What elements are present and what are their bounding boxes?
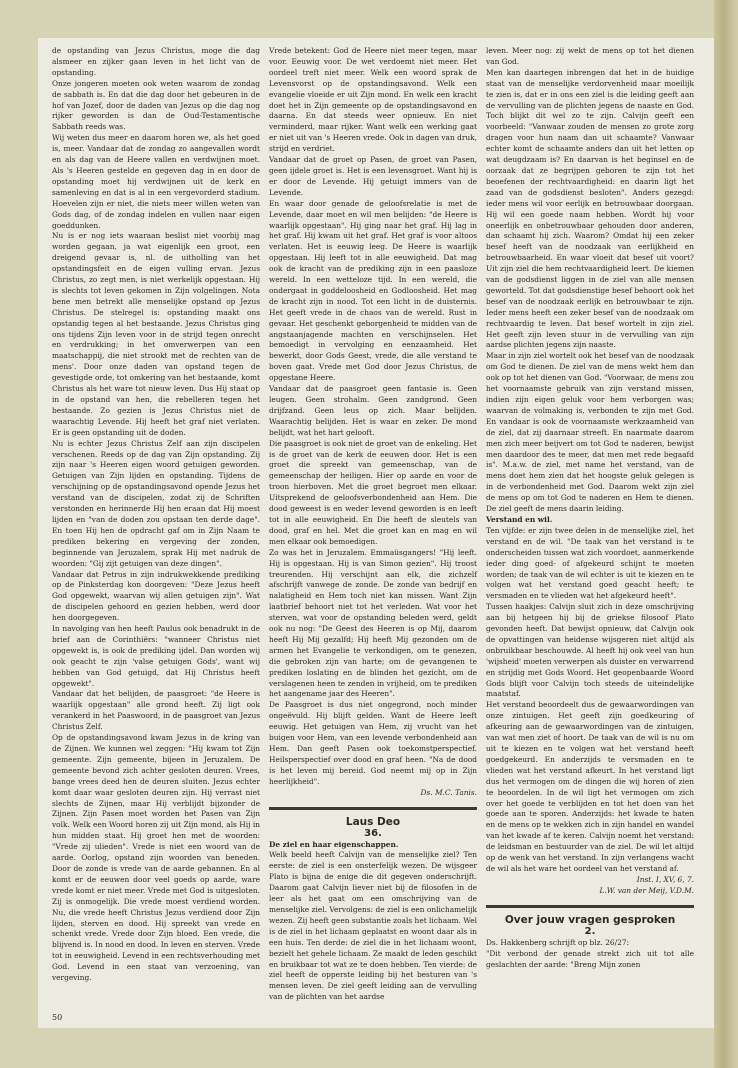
- paragraph: leven. Meer nog: zij wekt de mens op tot het dienen van God.: [486, 46, 694, 66]
- paragraph: Zo was het in Jeruzalem. Emmaüsgangers! "Hij leeft. Hij is opgestaan. Hij is van Simon gezien". Hij troost treurenden. Hij verschijnt aan elk, die zichzelf afschrijft vanwege de zonde. De zonde van bedrijf en nalatigheid en Hem toch niet kan missen. Want Zijn laatbrief behoort niet tot het verleden. Wat voor het sterven, wat voor de opstanding beleden werd, geldt ook nu nog: "De Geest des Heeren is op Mij, daarom heeft Hij Mij gezalfd; Hij heeft Mij gezonden om de armen het Evangelie te verkondigen, om te genezen, die gebroken zijn van harte; om de gevangenen te prediken loslating en de blinden het gezicht, om de verslagenen heen te zenden in vrijheid, om te prediken het aangename jaar des Heeren".: [269, 547, 477, 699]
- subheading: De ziel en haar eigenschappen.: [269, 839, 399, 849]
- paragraph: Op de opstandingsavond kwam Jezus in de kring van de Zijnen. We kunnen wel zeggen: "Hij kwam tot Zijn gemeente. Zijn gemeente, bijeen in Jeruzalem. De gemeente bevond zich achter gesloten deuren. Vrees, bange vrees deed hen de deuren sluiten. Jezus echter komt daar waar gesloten deuren zijn. Hij verrast niet slechts de Zijnen, maar Hij verblijdt bijzonder de Zijnen. Zijn Pasen moet worden het Pasen van Zijn volk. Welk een Woord horen zij uit Zijn mond, als Hij in hun midden staat. Hij groet hen met de woorden: "Vrede zij ulieden". Vrede is niet een woord van de aarde. Oorlog, opstand zijn woorden van beneden. Door de zonde is vrede van de aarde gebannen. En al komt er de eeuwen door veel goeds op aarde, ware vrede komt er niet meer. Vrede met God is uitgesloten. Zij is onmogelijk. Die vrede moest verdiend worden. Nu, die vrede heeft Christus Jezus verdiend door Zijn lijden, sterven en dood. Hij spreekt van vrede en schenkt vrede. Vrede door Zijn bloed. Een vrede, die blijvend is. In nood en dood. In leven en sterven. Vrede tot in eeuwigheid. Levend in een rechtsverhouding met God. Levend in een staat van verzoening, van vergeving.: [52, 733, 260, 983]
- paragraph: "Dit verbond der genade strekt zich uit tot alle geslachten der aarde: "Breng Mijn zonen: [486, 948, 694, 969]
- paragraph: Ten vijfde: er zijn twee delen in de menselijke ziel, het verstand en de wil. "De taak van het verstand is te onderscheiden tussen wat zich voordoet, aanmerkende ieder ding goed- of afgekeurd schijnt te moeten worden; de taak van de wil echter is uit te kiezen en te volgen wat het verstand goed geacht heeft; te versmaden en te vlieden wat het afgekeurd heeft".: [486, 525, 694, 601]
- paragraph: En waar door genade de geloofsrelatie is met de Levende, daar moet en wil men belijden: "de Heere is waarlijk opgestaan". Hij ging naar het graf. Hij lag in het graf. Hij kwam uit het graf. Het graf is voor altoos verlaten. Het is eeuwig leeg. De Heere is waarlijk opgestaan. Hij leeft tot in alle eeuwigheid. Dat mag ook de kracht van de prediking zijn in een paasloze wereld. In een wetteloze tijd. In een wereld, die ondergaat in goddeloosheid en Godloosheid. Het mag de kracht zijn in nood. Tot een licht in de duisternis. Het geeft vrede in de chaos van de wereld. Rust in gevaar. Het geschenkt geborgenheid te midden van de angstaanjagende machten en verschijnselen. Het bemoedigt in vervolging en eenzaamheid. Het bewerkt, door Gods Geest, vrede, die alle verstand te boven gaat. Vrede met God door Jezus Christus, de opgestane Heere.: [269, 198, 477, 383]
- paragraph: De Paasgroet is dus niet ongegrond, noch minder ongeëvuld. Hij blijft gelden. Want de Heere leeft eeuwig. Het getuigen van Hem, zij vrucht van het buigen voor Hem, van een levende verbondenheid aan Hem. Dan geeft Pasen ook toekomstperspectief. Heilsperspectief over dood en graf heen. "Na de dood is het leven mij bereid. God neemt mij op in Zijn heerlijkheid".: [269, 700, 477, 786]
- paragraph: Vrede betekent: God de Heere niet meer tegen, maar voor. Eeuwig voor. De wet verdoemt niet meer. Het oordeel treft niet meer. Welk een woord sprak de Levensvorst op de opstandingsavond. Welk een evangelie vloeide er uit Zijn mond. En welk een kracht doet het in Zijn gemeente op de opstandingsavond en daarna. En dat steeds weer opnieuw. En niet verminderd, maar rijker. Want welk een werking gaat er niet uit van 's Heeren vrede. Ook in dagen van druk, strijd en verdriet.: [269, 46, 477, 154]
- magazine-page: [38, 38, 714, 1028]
- paragraph: de opstanding van Jezus Christus, moge die dag alsmeer en zijker gaan leven in het licht van de opstanding.: [52, 46, 260, 77]
- section-number: 36.: [364, 827, 382, 839]
- paragraph: Vandaar dat het belijden, de paasgroet: "de Heere is waarlijk opgestaan" alle grond heeft. Zij ligt ook verankerd in het Paaswoord, in de paasgroet van Jezus Christus Zelf.: [52, 689, 260, 732]
- author-signature: Ds. M.C. Tanis.: [420, 787, 477, 797]
- section-title: Laus Deo: [345, 815, 401, 828]
- paragraph: Nu is er nog iets waaraan beslist niet voorbij mag worden gegaan, ja wat eigenlijk een groot, een dreigend gevaar is, nl. de uitholling van het opstandingsfeit en de eigen vulling ervan. Jezus Christus, zo zegt men, is niet werkelijk opgestaan. Hij is slechts tot leven gekomen in Zijn volgelingen. Nota bene men betrekt alle menselijke opstand op Jezus Christus. De stelregel is: opstanding maakt ons opstandig tegen al het bestaande. Jezus Christus ging ons tijdens Zijn leven voor in de strijd tegen onrecht en verdrukking; in het omverwerpen van een maatschappij, die niet strookt met de rechten van de mens'. Door onze daden van opstand tegen de gevestigde orde, tot omkering van het bestaande, komt Christus als het ware tot nieuw leven. Dus Hij staat op in de opstand van hen, die rebelleren tegen het bestaande. Zo gezien is Jezus Christus niet de waarachtig Levende. Hij heeft het graf niet verlaten. Er is geen opstanding uit de doden.: [52, 231, 260, 437]
- paragraph: Tussen haakjes: Calvijn sluit zich in deze omschrijving aan bij hetgeen hij bij de griekse filosoof Plato gevonden heeft. Dat bewijst opnieuw, dat Calvijn ook de opvattingen van heidense wijsgeren niet altijd als onbruikbaar beschouwde. Al heeft hij ook veel van hun 'wijsheid' moeten verwerpen als duister en verwarrend en strijdig met Gods Woord. Het geopenbaarde Woord Gods blijft voor Calvijn toch steeds de uiteindelijke maatstaf.: [486, 602, 694, 699]
- column-3: [486, 46, 694, 970]
- column-2: [269, 46, 477, 1003]
- paragraph: Vandaar dat Petrus in zijn indrukwekkende prediking op de Pinksterdag kon doorgeven: "Deze Jezus heeft God opgewekt, waarvan wij allen getuigen zijn". Wat de discipelen gehoord en gezien hebben, werd door hen doorgegeven.: [52, 569, 260, 623]
- paragraph: Die paasgroet is ook niet de groet van de enkeling. Het is de groet van de kerk de eeuwen door. Het is een groet die spreekt van gemeenschap, van de gemeenschap der heiligen. Hier op aarde en voor de troon hierboven. Met die groet begroet men elkaar. Uitsprekend de geloofsverbondenheid aan Hem. Die dood geweest is en weder levend geworden is en leeft tot in alle eeuwigheid. En Die heeft de sleutels van dood, graf en hel. Met die groet kan en mag en wil men elkaar ook bemoedigen.: [269, 438, 477, 546]
- paragraph: In navolging van hen heeft Paulus ook benadrukt in de brief aan de Corinthiërs: "wanneer Christus niet opgewekt is, is ook de prediking ijdel. Dan worden wij ook geacht te zijn 'valse getuigen Gods', want wij hebben van God getuigd, dat Hij Christus heeft opgewekt".: [52, 624, 260, 688]
- reference: Inst. I, XV, 6, 7.: [636, 874, 694, 884]
- laus-deo-heading: [269, 807, 477, 840]
- binding-edge: [714, 0, 738, 1068]
- paragraph: Onze jongeren moeten ook weten waarom de zondag de sabbath is. En dat die dag door het gebeuren in de hof van Jozef, door de daden van Jezus op die dag nog rijker geworden is dan de Oud-Testamentische Sabbath reeds was.: [52, 78, 260, 132]
- column-1: [52, 46, 260, 984]
- paragraph: Ds. Hakkenberg schrijft op blz. 26/27:: [486, 937, 630, 947]
- section-number: 2.: [584, 925, 596, 937]
- paragraph: Men kan daartegen inbrengen dat het in de huidige staat van de menselijke verdorvenheid maar moeilijk te zien is, dat er in ons een ziel is die leiding geeft aan de vervulling van de plichten jegens de naaste en God. Toch blijkt dit wel zo te zijn. Calvijn geeft een voorbeeld: "Vanwaar zouden de mensen zo grote zorg dragen voor hun naam dan uit schaamte? Vanwaar echter komt de schaamte anders dan uit het letten op wat deugdzaam is? En daarvan is het beginsel en de oorzaak dat ze begrijpen geboren te zijn tot het beoefenen der rechtvaardigheid: en daarin ligt het zaad van de godsdienst besloten". Anders gezegd: ieder mens wil voor eerlijk en betrouwbaar doorgaan. Hij wil een goede naam hebben. Wordt hij voor oneerlijk en onbetrouwbaar gehouden door anderen, dan schaamt hij zich. Waarom? Omdat hij een zeker besef heeft van de noodzaak van eerlijkheid en betrouwbaarheid. En waar vloeit dat besef uit voort? Uit zijn ziel die hem rechtvaardigheid leert. De kiemen van de godsdienst liggen in de ziel van alle mensen geworteld. Tot dat godsdienstige besef behoort ook het besef van de noodzaak eerlijk en betrouwbaar te zijn. Ieder mens heeft een zeker besef van de noodzaak om rechtvaardig te leven. Dat besef wortelt in zijn ziel. Het geeft zijn leven stuur in de vervulling van zijn aardse plichten jegens zijn naaste.: [486, 67, 694, 350]
- paragraph: Wij weten dus meer en daarom horen we, als het goed is, meer. Vandaar dat de zondag zo aangevallen wordt en als dag van de Heere vallen en verdwijnen moet. Als 's Heeren gestelde en gegeven dag in en door de opstanding moet hij verdwijnen uit de kerk en samenleving en dat is al in een vergevorderd stadium. Hoevelen zijn er niet, die niets meer willen weten van Gods dag, of de zondag indelen en vullen naar eigen goeddunken.: [52, 133, 260, 230]
- paragraph: Welk beeld heeft Calvijn van de menselijke ziel? Ten eerste: de ziel is een onsterfelijk wezen. De wijsgeer Plato is bijna de enige die dit gegeven onderschrijft. Daarom gaat Calvijn liever niet bij de filosofen in de leer als het gaat om een omschrijving van de menselijke ziel. Vervolgens: de ziel is een onlichamelijk wezen. Zij heeft geen substantie zoals het lichaam. Wel is de ziel in het lichaam geplaatst en woont daar als in een huis. Ten derde: de ziel die in het lichaam woont, bezielt het gehele lichaam. Ze maakt de leden geschikt en bruikbaar tot wat ze te doen hebben. Ten vierde: de ziel heeft de opperste leiding bij het besturen van 's mensen leven. De ziel geeft leiding aan de vervulling van de plichten van het aardse: [269, 850, 477, 1002]
- author-signature: L.W. van der Meij, V.D.M.: [599, 885, 694, 895]
- section-title: Over jouw vragen gesproken: [504, 913, 676, 926]
- over-jouw-vragen-heading: [486, 905, 694, 938]
- paragraph: Maar in zijn ziel wortelt ook het besef van de noodzaak om God te dienen. De ziel van de mens wekt hem dan ook op tot het dienen van God. "Voorwaar, de mens zou het voornaamste gebruik van zijn verstand missen, indien zijn eigen geluk voor hem verborgen was; waarvan de volmaking is, verbonden te zijn met God. En vandaar is ook de voornaamste werkzaamheid van de ziel, dat zij daarnaar streeft. En naarmate daarom men zich meer beijvert om tot God te naderen, bewijst men daardoor des te meer, dat men met rede begaafd is". M.a.w. de ziel, met name het verstand, van de mens doet hem zien dat het hoogste geluk gelegen is in de verbondenheid met God. Daarom wekt zijn ziel de mens op om tot God te naderen en Hem te dienen. De ziel geeft de mens daarin leiding.: [486, 351, 694, 514]
- subheading: Verstand en wil.: [486, 514, 553, 524]
- paragraph: Vandaar dat de groet op Pasen, de groet van Pasen, geen ijdele groet is. Het is een levensgroet. Want hij is er door de Levende. Hij getuigt immers van de Levende.: [269, 155, 477, 197]
- paragraph: Nu is echter Jezus Christus Zelf aan zijn discipelen verschenen. Reeds op de dag van Zijn opstanding. Zij zijn naar 's Heeren eigen woord getuigen geworden. Getuigen van Zijn lijden en opstanding. Tijdens de verschijning op de opstandingsavond opende Jezus het verstand van de discipelen, zodat zij de Schriften verstonden en herinnerde Hij hen eraan dat Hij moest lijden en "van de doden zou opstaan ten derde dage". En toen Hij hen de opdracht gaf om in Zijn Naam te prediken bekering en vergeving der zonden, beginnende van Jeruzalem, sprak Hij met nadruk de woorden: "Gij zijt getuigen van deze dingen".: [52, 438, 260, 568]
- paragraph: Het verstand beoordeelt dus de gewaarwordingen van onze zintuigen. Het geeft zijn goedkeuring of afkeuring aan de gewaarwordingen van de zintuigen, van wat men ziet of hoort. De taak van de wil is nu om uit te kiezen en te volgen wat het verstand heeft goedgekeurd. En anderzijds te versmaden en te vlieden wat het verstand afkeurt. In het verstand ligt dus het vermogen om de dingen die wij horen of zien te beoordelen. In de wil ligt het vermogen om zich over het goede te verblijden en tot het doen van het goede aan te sporen. Anderzijds: het kwade te haten en de mens op te wekken zich in zijn handel en wandel van het kwade af te keren. Calvijn noemt het verstand: de leidsman en bestuurder van de ziel. De wil let altijd op de wenk van het verstand. In zijn verlangens wacht de wil als het ware het oordeel van het verstand af.: [486, 700, 694, 873]
- paragraph: Vandaar dat de paasgroet geen fantasie is. Geen leugen. Geen strohalm. Geen zandgrond. Geen drijfzand. Geen leus op zich. Maar belijden. Waarachtig belijden. Het is waar en zeker. De mond belijdt, wat het hart gelooft.: [269, 384, 477, 437]
- page-number: 50: [52, 1013, 63, 1022]
